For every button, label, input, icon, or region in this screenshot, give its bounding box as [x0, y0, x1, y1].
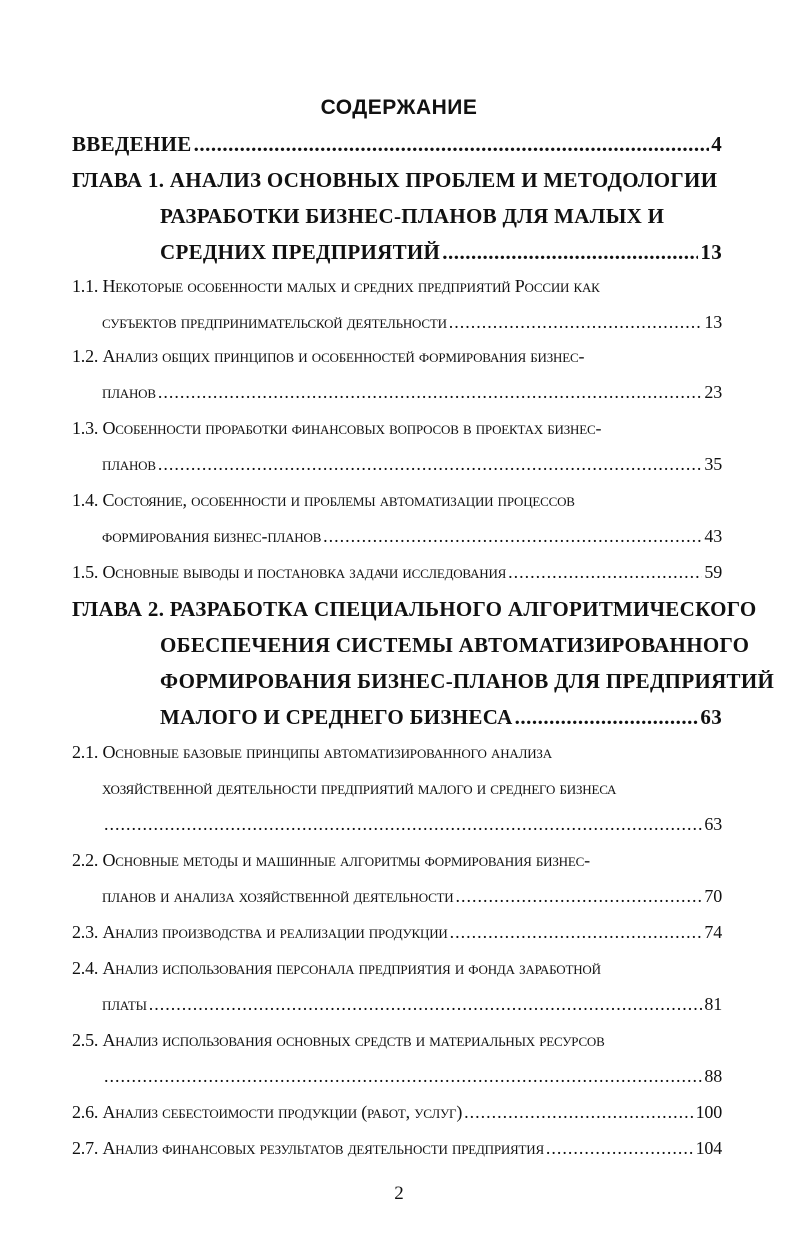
toc-entry-1-3-line-1[interactable]: 1.3. Особенности проработки финансовых вопросов в проектах бизнес-: [72, 418, 602, 438]
toc-entry-2-2-line-1[interactable]: 2.2. Основные методы и машинные алгоритмы формирования бизнес-: [72, 850, 590, 870]
leader-dots: [194, 132, 710, 157]
toc-entry-page: 88: [704, 1066, 722, 1086]
leader-dots: [323, 526, 702, 547]
toc-entry-2-1-line-3[interactable]: [102, 814, 722, 835]
leader-dots: [455, 886, 702, 907]
toc-entry-page: 43: [704, 526, 722, 546]
toc-entry-title: СРЕДНИХ ПРЕДПРИЯТИЙ: [160, 240, 441, 264]
toc-entry-page: 63: [704, 814, 722, 834]
leader-dots: [149, 994, 703, 1015]
toc-entry-1-4-line-1[interactable]: 1.4. Состояние, особенности и проблемы автоматизации процессов: [72, 490, 575, 510]
toc-entry-title: 2.6. Анализ себестоимости продукции (работ, услуг): [72, 1102, 463, 1122]
toc-entry-1-2-line-1[interactable]: 1.2. Анализ общих принципов и особенностей формирования бизнес-: [72, 346, 585, 366]
toc-entry-page: 4: [711, 132, 722, 156]
toc-entry-page: 35: [704, 454, 722, 474]
toc-entry-2-1-line-2[interactable]: хозяйственной деятельности предприятий малого и среднего бизнеса: [102, 778, 617, 798]
leader-dots: [104, 814, 702, 835]
toc-entry-1-1-line-2[interactable]: [102, 312, 722, 333]
toc-entry-page: 100: [695, 1102, 722, 1122]
toc-entry-1-5[interactable]: [72, 562, 722, 583]
toc-entry-1-3-line-2[interactable]: [102, 454, 722, 475]
toc-entry-title: 2.7. Анализ финансовых результатов деятельности предприятия: [72, 1138, 544, 1158]
leader-dots: [442, 240, 698, 265]
toc-entry-title: планов: [102, 382, 156, 402]
toc-entry-title: планов: [102, 454, 156, 474]
toc-entry-page: 81: [704, 994, 722, 1014]
toc-entry-title: платы: [102, 994, 147, 1014]
toc-chapter-2-line-3[interactable]: ФОРМИРОВАНИЯ БИЗНЕС-ПЛАНОВ ДЛЯ ПРЕДПРИЯТИЙ: [160, 669, 775, 693]
leader-dots: [464, 1102, 693, 1123]
toc-entry-page: 59: [704, 562, 722, 582]
toc-chapter-1-line-1[interactable]: ГЛАВА 1. АНАЛИЗ ОСНОВНЫХ ПРОБЛЕМ И МЕТОДОЛОГИИ: [72, 168, 718, 192]
toc-entry-2-5-line-1[interactable]: 2.5. Анализ использования основных средств и материальных ресурсов: [72, 1030, 605, 1050]
leader-dots: [546, 1138, 694, 1159]
toc-entry-2-3[interactable]: [72, 922, 722, 943]
toc-entry-title: планов и анализа хозяйственной деятельности: [102, 886, 454, 906]
toc-entry-2-4-line-2[interactable]: [102, 994, 722, 1015]
leader-dots: [450, 922, 703, 943]
toc-entry-page: 70: [704, 886, 722, 906]
toc-entry-page: 13: [704, 312, 722, 332]
toc-entry-page: 13: [700, 240, 722, 264]
toc-entry-title: ВВЕДЕНИЕ: [72, 132, 192, 156]
toc-entry-1-4-line-2[interactable]: [102, 526, 722, 547]
toc-entry-1-2-line-2[interactable]: [102, 382, 722, 403]
toc-entry-2-4-line-1[interactable]: 2.4. Анализ использования персонала предприятия и фонда заработной: [72, 958, 601, 978]
toc-entry-title: формирования бизнес-планов: [102, 526, 322, 546]
toc-entry-title: 1.5. Основные выводы и постановка задачи исследования: [72, 562, 507, 582]
page-number: 2: [394, 1183, 404, 1204]
leader-dots: [158, 454, 703, 475]
toc-entry-2-2-line-2[interactable]: [102, 886, 722, 907]
toc-entry-page: 23: [704, 382, 722, 402]
toc-chapter-2-line-1[interactable]: ГЛАВА 2. РАЗРАБОТКА СПЕЦИАЛЬНОГО АЛГОРИТМИЧЕСКОГО: [72, 597, 757, 621]
toc-entry-2-1-line-1[interactable]: 2.1. Основные базовые принципы автоматизированного анализа: [72, 742, 552, 762]
leader-dots: [158, 382, 703, 403]
toc-entry-title: субъектов предпринимательской деятельности: [102, 312, 447, 332]
toc-chapter-1-line-2[interactable]: РАЗРАБОТКИ БИЗНЕС-ПЛАНОВ ДЛЯ МАЛЫХ И: [160, 204, 665, 228]
leader-dots: [104, 1066, 702, 1087]
leader-dots: [508, 562, 702, 583]
toc-entry-2-5-line-2[interactable]: [102, 1066, 722, 1087]
toc-entry-title: МАЛОГО И СРЕДНЕГО БИЗНЕСА: [160, 705, 513, 729]
toc-entry-2-7[interactable]: [72, 1138, 722, 1159]
page-title: СОДЕРЖАНИЕ: [320, 96, 478, 119]
toc-chapter-2-line-4[interactable]: [160, 705, 722, 730]
toc-entry-intro[interactable]: [72, 132, 722, 157]
toc-chapter-1-line-3[interactable]: [160, 240, 722, 265]
leader-dots: [515, 705, 699, 730]
toc-entry-1-1-line-1[interactable]: 1.1. Некоторые особенности малых и средних предприятий России как: [72, 276, 600, 296]
leader-dots: [449, 312, 703, 333]
toc-entry-page: 74: [704, 922, 722, 942]
toc-entry-title: 2.3. Анализ производства и реализации продукции: [72, 922, 448, 942]
toc-entry-page: 104: [695, 1138, 722, 1158]
toc-entry-2-6[interactable]: [72, 1102, 722, 1123]
toc-entry-page: 63: [700, 705, 722, 729]
toc-chapter-2-line-2[interactable]: ОБЕСПЕЧЕНИЯ СИСТЕМЫ АВТОМАТИЗИРОВАННОГО: [160, 633, 750, 657]
